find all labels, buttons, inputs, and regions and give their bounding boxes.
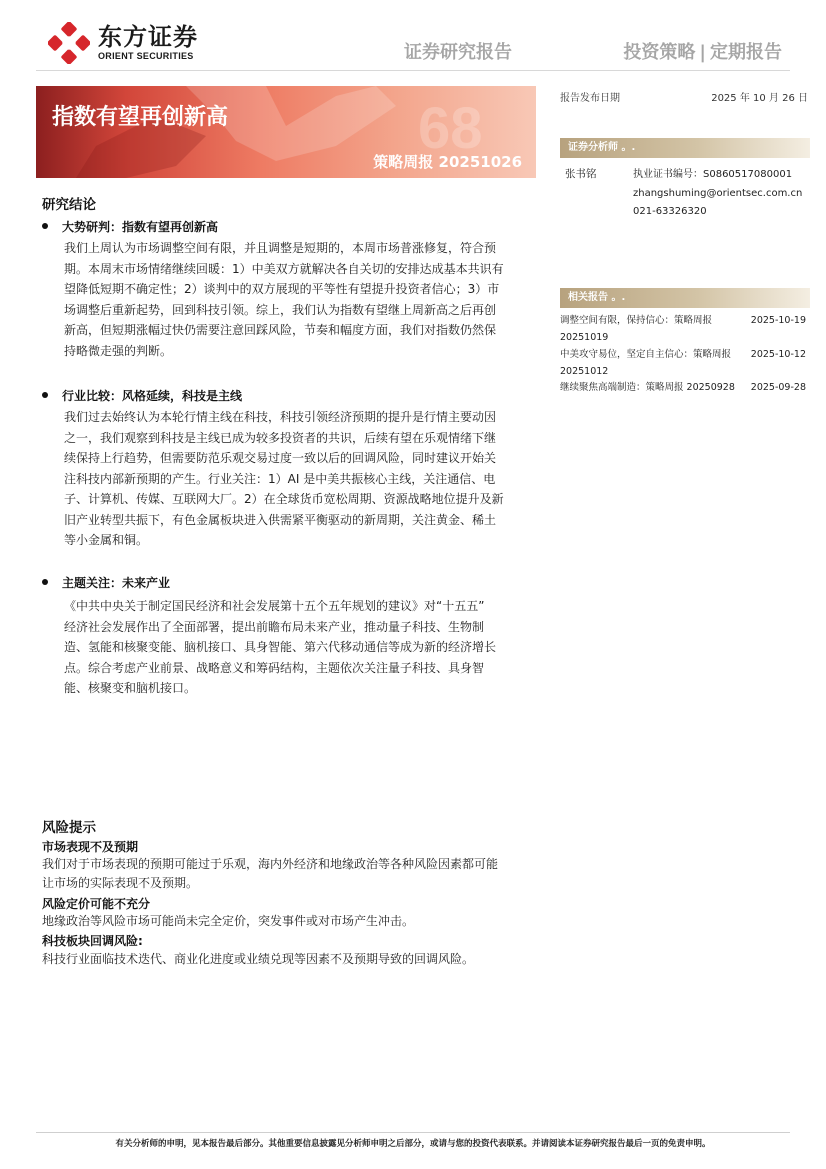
related-section-title: 相关报告 [568, 292, 608, 303]
header-divider [36, 70, 790, 71]
analyst-cert: 执业证书编号：S0860517080001 [633, 169, 793, 180]
title-banner [36, 86, 536, 178]
footer-divider [36, 1132, 790, 1133]
related-report-title[interactable]: 中美攻守易位，坚定自主信心：策略周报 20251012 [560, 349, 732, 377]
publish-date-value: 2025 年 10 月 26 日 [711, 93, 808, 104]
bullet-icon [42, 223, 48, 229]
report-title: 指数有望再创新高 [52, 105, 229, 130]
report-subtitle: 策略周报 20251026 [373, 153, 522, 171]
orient-logo-icon [48, 22, 90, 64]
analyst-section-title: 证券分析师 [568, 142, 618, 153]
conclusion-item-head: 行业比较：风格延续，科技是主线 [42, 387, 242, 404]
analyst-name: 张书铭 [565, 168, 597, 180]
brand-logo [48, 22, 198, 64]
related-report-date: 2025-09-28 [750, 382, 806, 393]
conclusion-item-head: 大势研判：指数有望再创新高 [42, 218, 218, 235]
related-report-title[interactable]: 继续聚焦高端制造：策略周报 20250928 [560, 382, 735, 393]
analyst-section-bar [560, 138, 810, 158]
analyst-info [633, 166, 802, 222]
publish-date-row [560, 89, 808, 104]
svg-text:68: 68 [418, 96, 483, 161]
conclusion-paragraph: 我们过去始终认为本轮行情主线在科技，科技引领经济预期的提升是行情主要动因 之一，我们观察到科技是主线已成为较多投资者的共识，后续有望在乐观情绪下继 续保持上行趋势，但需要防范乐观交易过度一致以后的回调风险，同时建议开始关 注科技内部新预期的产生。行业关注：1）AI 是中美共振核心主线，关注通信、电 子、计算机、传媒、互联网大厂。2）在全球货币宽松周期、资源战略地位提升及新 旧产业转型共振下，有色金属板块进入供需紧平衡驱动的新周期，关注黄金、稀土 等小金属和铜。 [64, 410, 504, 547]
category-strategy: 投资策略 [623, 42, 696, 63]
brand-name-cn: 东方证券 [98, 23, 198, 51]
risk-heading: 风险提示 [42, 820, 96, 836]
conclusion-paragraph: 我们上周认为市场调整空间有限，并且调整是短期的，本周市场普涨修复，符合预 期。本周末市场情绪继续回暖：1）中美双方就解决各自关切的安排达成基本共识有 望降低短期不确定性；2）谈判中的双方展现的平等性有望提升投资者信心；3）市 场调整后重新起势，回到科技引领。综上，我们认为指数有望继上周新高之后再创 新高，但短期涨幅过快仍需要注意回踩风险，节奏和幅度方面，我们对指数仍然保 持略微走强的判断。 [64, 241, 504, 358]
risk-item-head: 科技板块回调风险: [42, 934, 143, 948]
footer-disclaimer: 有关分析师的申明，见本报告最后部分。其他重要信息披露见分析师申明之后部分，或请与您的投资代表联系。并请阅读本证券研究报告最后一页的免责申明。 [115, 1139, 711, 1149]
risk-item-head: 市场表现不及预期 [42, 840, 139, 854]
risk-paragraph: 科技行业面临技术迭代、商业化进度或业绩兑现等因素不及预期导致的回调风险。 [42, 952, 475, 966]
bullet-icon [42, 579, 48, 585]
category-periodic: 定期报告 [710, 42, 782, 63]
conclusion-heading: 研究结论 [42, 197, 96, 213]
conclusion-paragraph: 《中共中央关于制定国民经济和社会发展第十五个五年规划的建议》对“十五五” 经济社会发展作出了全面部署，提出前瞻布局未来产业，推动量子科技、生物制 造、氢能和核聚变能、脑机接口、具身智能、第六代移动通信等成为新的经济增长 点。综合考虑产业前景、战略意义和筹码结构，主题依次关注量子科技、具身智 能、核聚变和脑机接口。 [64, 599, 497, 695]
risk-paragraph: 地缘政治等风险市场可能尚未完全定价，突发事件或对市场产生冲击。 [42, 914, 415, 928]
publish-date-label: 报告发布日期 [560, 93, 620, 104]
related-report-item[interactable] [560, 346, 810, 380]
report-category [623, 38, 782, 64]
conclusion-item-head: 主题关注：未来产业 [42, 574, 170, 591]
related-report-date: 2025-10-19 [750, 315, 806, 326]
analyst-email[interactable]: zhangshuming@orientsec.com.cn [633, 187, 803, 199]
related-section-bar [560, 288, 810, 308]
related-report-item[interactable] [560, 379, 810, 396]
report-type: 证券研究报告 [404, 42, 512, 63]
brand-name-en: ORIENT SECURITIES [98, 51, 194, 61]
related-report-date: 2025-10-12 [750, 349, 806, 360]
bullet-icon [42, 392, 48, 398]
related-report-item[interactable] [560, 312, 810, 346]
bar-dots-icon: 。. [621, 142, 636, 153]
bar-dots-icon: 。. [611, 292, 626, 303]
analyst-phone: 021-63326320 [633, 206, 707, 217]
risk-paragraph: 我们对于市场表现的预期可能过于乐观，海内外经济和地缘政治等各种风险因素都可能 让市场的实际表现不及预期。 [42, 857, 499, 890]
category-separator: | [699, 42, 706, 63]
related-report-title[interactable]: 调整空间有限，保持信心：策略周报 20251019 [560, 315, 713, 343]
risk-item-head: 风险定价可能不充分 [42, 897, 151, 911]
